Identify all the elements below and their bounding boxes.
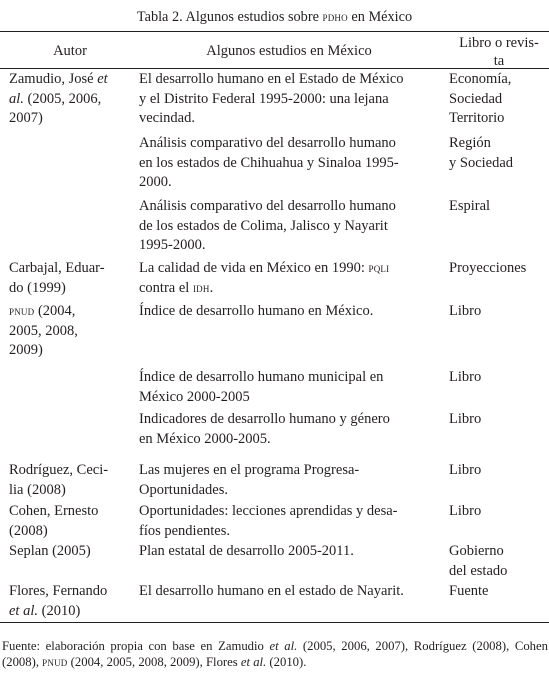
header-estudios: Algunos estudios en México	[206, 43, 372, 59]
caption-abbreviation: pdho	[322, 10, 348, 24]
row-4-estudio: Índice de desarrollo humano en México.	[139, 303, 374, 319]
row-1-libro: Región y Sociedad	[449, 135, 514, 171]
row-1-estudio: Análisis comparativo del desarrollo humano en los estados de Chihuahua y Sinaloa 1995- 2000.	[139, 135, 399, 191]
row-2-libro: Espiral	[449, 198, 491, 214]
row-3-estudio: La calidad de vida en México en 1990: pqli contra el idh.	[139, 260, 390, 296]
row-7-autor: Rodríguez, Ceci- lia (2008)	[9, 462, 109, 498]
caption-text: Tabla 2. Algunos estudios sobre	[136, 9, 323, 25]
row-3-autor: Carbajal, Eduar- do (1999)	[9, 260, 105, 296]
row-10-estudio: El desarrollo humano en el estado de Nayarit.	[139, 583, 404, 599]
row-6-libro: Libro	[449, 411, 482, 427]
table-bottom-rule	[0, 622, 549, 623]
row-10-libro: Fuente	[449, 583, 489, 599]
row-0-autor: Zamudio, José et al. (2005, 2006, 2007)	[9, 71, 108, 127]
caption-text-end: en México	[347, 9, 413, 25]
row-0-libro: Economía, Sociedad Territorio	[449, 71, 512, 127]
row-5-libro: Libro	[449, 369, 482, 385]
row-9-estudio: Plan estatal de desarrollo 2005-2011.	[139, 543, 354, 559]
row-0-estudio: El desarrollo humano en el Estado de México y el Distrito Federal 1995-2000: una lejana vecindad.	[139, 71, 404, 127]
row-2-estudio: Análisis comparativo del desarrollo humano de los estados de Colima, Jalisco y Nayarit 1995-2000.	[139, 198, 396, 254]
row-4-autor: pnud (2004, 2005, 2008, 2009)	[9, 303, 78, 359]
source-note: Fuente: elaboración propia con base en Zamudio et al. (2005, 2006, 2007), Rodríguez (2008), Cohen (2008), pnud (2004, 2005, 2008, 2009), Flores et al. (2010).	[2, 638, 548, 670]
row-7-estudio: Las mujeres en el programa Progresa- Oportunidades.	[139, 462, 360, 498]
row-6-estudio: Indicadores de desarrollo humano y género en México 2000-2005.	[139, 411, 390, 447]
row-3-libro: Proyecciones	[449, 260, 527, 276]
row-9-libro: Gobierno del estado	[449, 543, 508, 579]
header-autor: Autor	[53, 43, 87, 59]
row-8-estudio: Oportunidades: lecciones aprendidas y desa- fíos pendientes.	[139, 503, 398, 539]
row-5-estudio: Índice de desarrollo humano municipal en México 2000-2005	[139, 369, 384, 405]
header-rule	[0, 68, 549, 69]
row-8-libro: Libro	[449, 503, 482, 519]
row-10-autor: Flores, Fernando et al. (2010)	[9, 583, 108, 619]
table-caption	[0, 8, 549, 26]
row-4-libro: Libro	[449, 303, 482, 319]
header-libro: Libro o revis- ta	[459, 35, 539, 69]
row-7-libro: Libro	[449, 462, 482, 478]
row-8-autor: Cohen, Ernesto (2008)	[9, 503, 99, 539]
row-9-autor: Seplan (2005)	[9, 543, 91, 559]
table-top-rule	[0, 31, 549, 32]
